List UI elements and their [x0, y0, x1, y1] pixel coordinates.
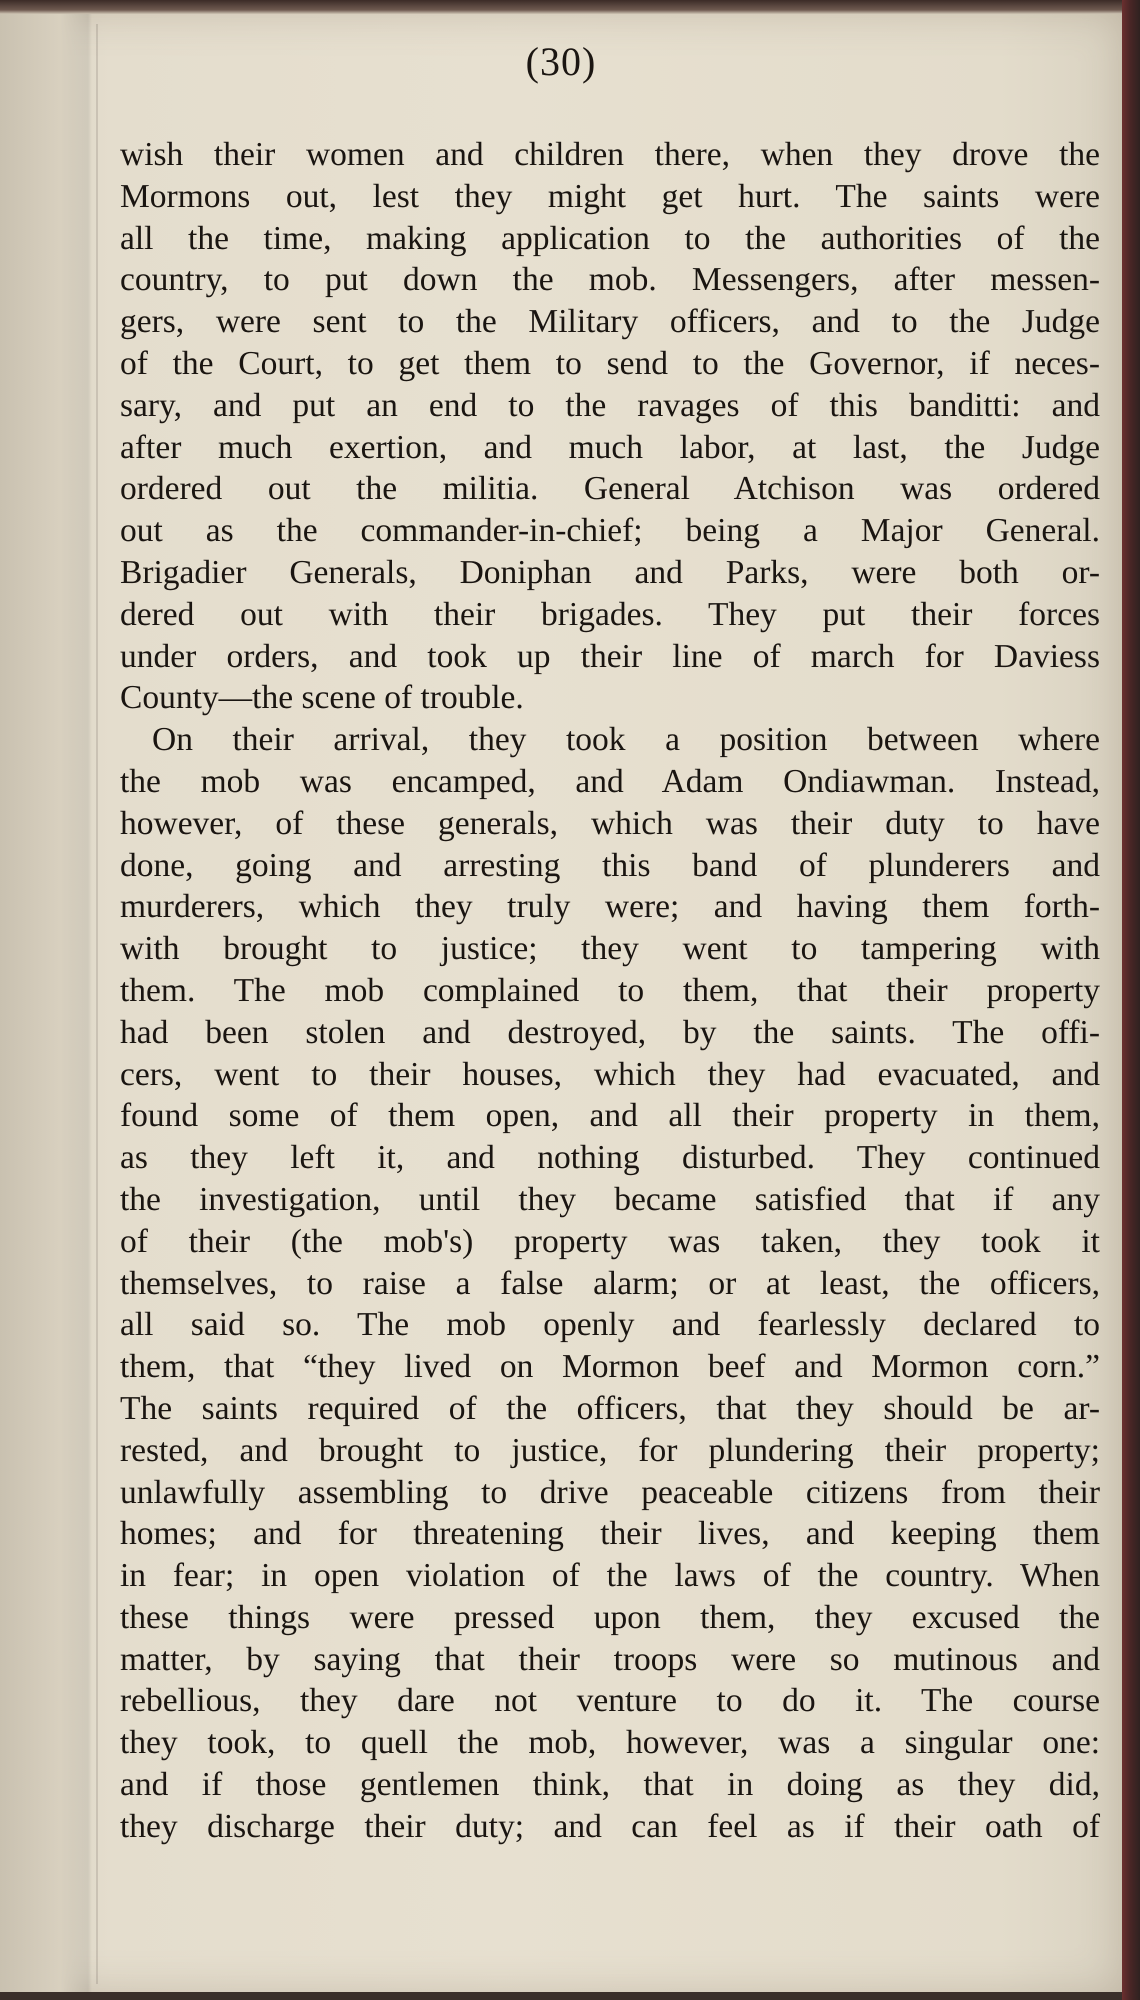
text-line: ordered out the militia. General Atchison was ordered [120, 470, 1100, 508]
text-line: them. The mob complained to them, that their property [120, 971, 1100, 1009]
text-line: themselves, to raise a false alarm; or at least, the officers, [120, 1264, 1100, 1302]
text-line: unlawfully assembling to drive peaceable citizens from their [120, 1473, 1100, 1511]
text-line: these things were pressed upon them, they excused the [120, 1598, 1100, 1636]
text-line: with brought to justice; they went to tampering with [120, 930, 1100, 968]
text-line: found some of them open, and all their property in them, [120, 1097, 1100, 1135]
text-line: Brigadier Generals, Doniphan and Parks, were both or- [120, 553, 1100, 591]
page-gutter [0, 14, 92, 1992]
text-line: and if those gentlemen think, that in doing as they did, [120, 1766, 1100, 1804]
book-page [0, 14, 1122, 1992]
text-line: of the Court, to get them to send to the Governor, if neces- [120, 344, 1100, 382]
text-line: matter, by saying that their troops were so mutinous and [120, 1640, 1100, 1678]
page-top-edge [0, 0, 1140, 14]
text-line: after much exertion, and much labor, at last, the Judge [120, 428, 1100, 466]
text-line: cers, went to their houses, which they had evacuated, and [120, 1055, 1100, 1093]
text-line: gers, were sent to the Military officers, and to the Judge [120, 303, 1100, 341]
text-line: sary, and put an end to the ravages of this banditti: and [120, 386, 1100, 424]
text-line: the mob was encamped, and Adam Ondiawman. Instead, [120, 762, 1100, 800]
gutter-crease [96, 24, 98, 1984]
text-line: country, to put down the mob. Messengers, after messen- [120, 261, 1100, 299]
text-line: out as the commander-in-chief; being a Major General. [120, 512, 1100, 550]
text-line: rebellious, they dare not venture to do it. The course [120, 1682, 1100, 1720]
text-line: rested, and brought to justice, for plundering their property; [120, 1431, 1100, 1469]
text-line: they took, to quell the mob, however, was a singular one: [120, 1724, 1100, 1762]
book-cover-edge [1122, 0, 1140, 2000]
page-number: (30) [525, 39, 597, 84]
text-line: all the time, making application to the authorities of the [120, 219, 1100, 257]
text-line: The saints required of the officers, that they should be ar- [120, 1389, 1100, 1427]
text-line: they discharge their duty; and can feel as if their oath of [120, 1807, 1100, 1845]
text-line: murderers, which they truly were; and having them forth- [120, 888, 1100, 926]
text-line: On their arrival, they took a position between where [152, 721, 1100, 759]
text-line: County—the scene of trouble. [120, 679, 524, 717]
text-line: them, that “they lived on Mormon beef and Mormon corn.” [120, 1348, 1100, 1386]
body-text [120, 134, 1100, 1848]
text-line: had been stolen and destroyed, by the saints. The offi- [120, 1013, 1100, 1051]
text-line: done, going and arresting this band of plunderers and [120, 846, 1100, 884]
text-line: dered out with their brigades. They put their forces [120, 595, 1100, 633]
text-line: wish their women and children there, when they drove the [120, 136, 1100, 173]
text-line: however, of these generals, which was their duty to have [120, 804, 1100, 842]
text-line: all said so. The mob openly and fearlessly declared to [120, 1306, 1100, 1344]
text-line: under orders, and took up their line of march for Daviess [120, 637, 1100, 675]
text-line: the investigation, until they became satisfied that if any [120, 1180, 1100, 1218]
text-line: of their (the mob's) property was taken, they took it [120, 1222, 1100, 1260]
text-line: in fear; in open violation of the laws of the country. When [120, 1557, 1100, 1595]
text-line: Mormons out, lest they might get hurt. The saints were [120, 177, 1100, 215]
text-line: homes; and for threatening their lives, and keeping them [120, 1515, 1100, 1553]
text-line: as they left it, and nothing disturbed. They continued [120, 1139, 1100, 1177]
